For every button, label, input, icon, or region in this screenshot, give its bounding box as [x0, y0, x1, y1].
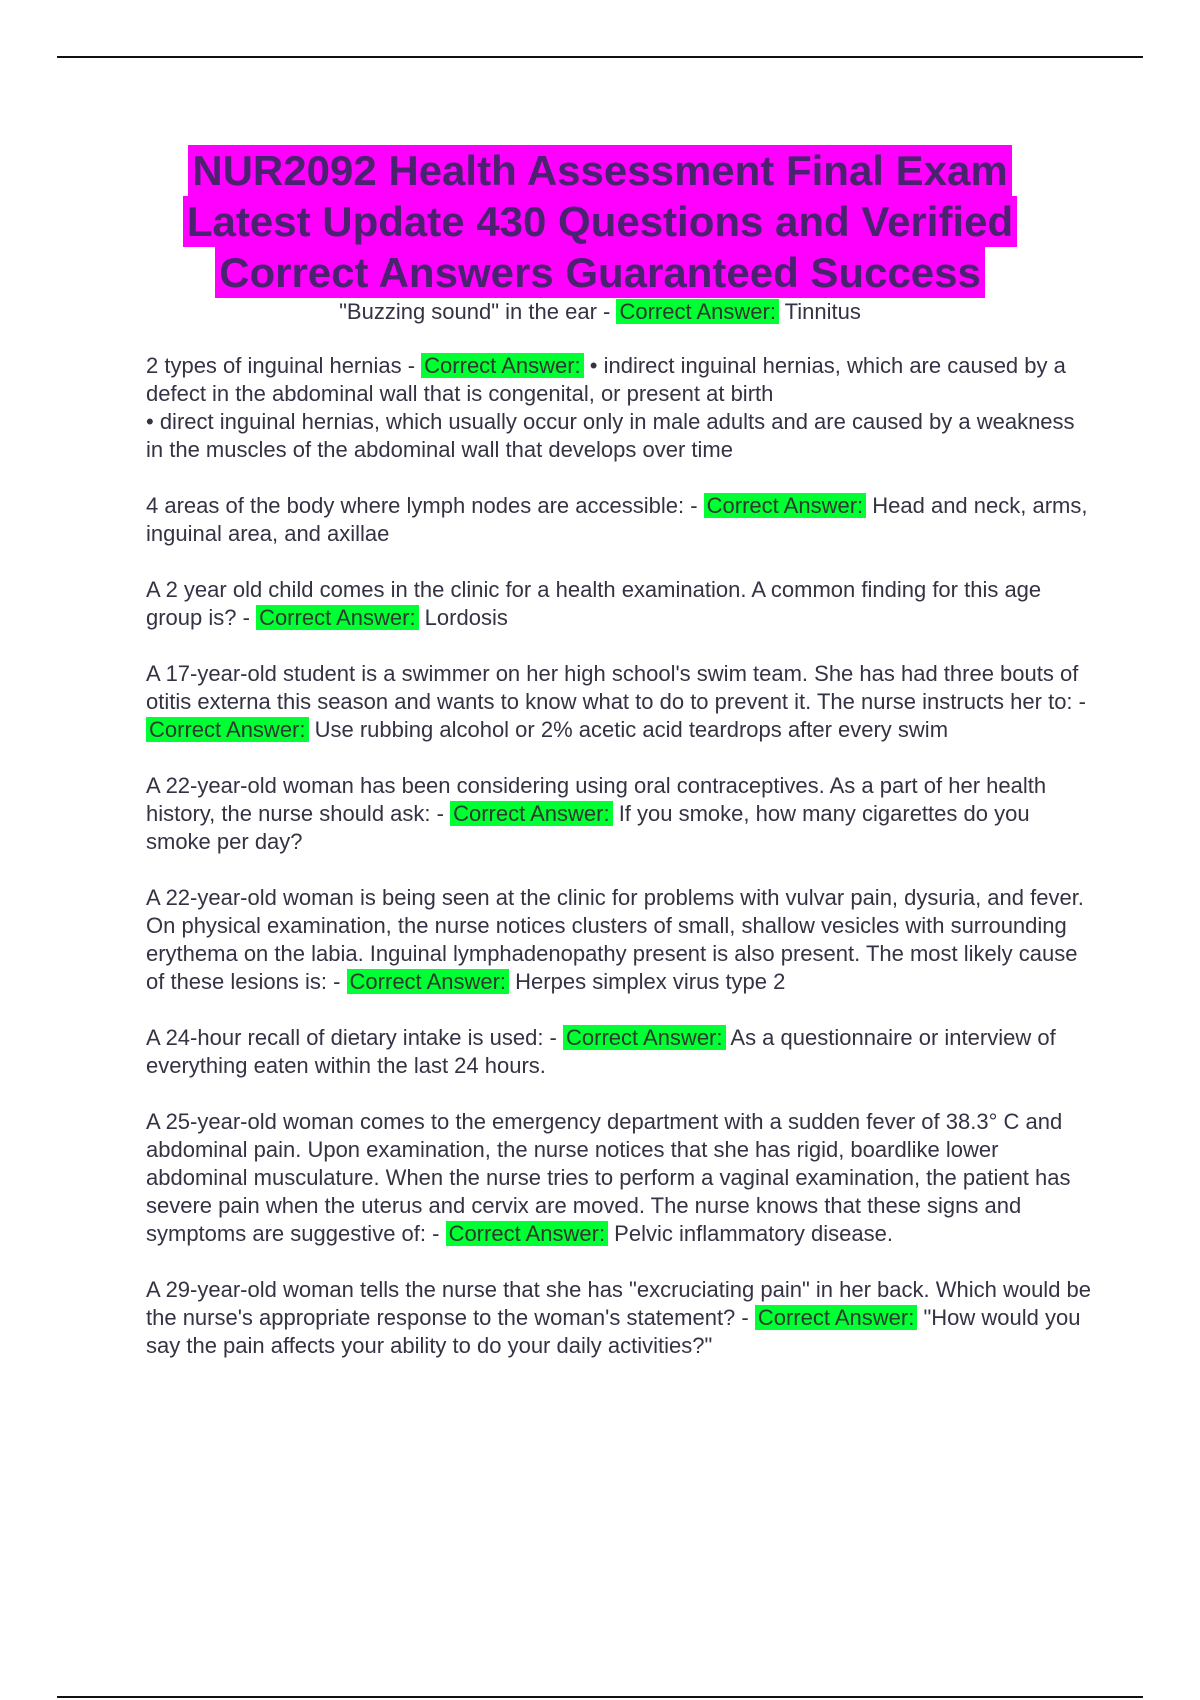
question-text: A 25-year-old woman comes to the emergency department with a sudden fever of 38.3° C and abdominal pain. Upon examination, the nurse notices that she has rigid, boardlike lower abdominal musculature. When the nurse tries to perform a vaginal examination, the patient has severe pain when the uterus and cervix are moved. The nurse knows that these signs and symptoms are suggestive of: -	[146, 1109, 1071, 1246]
qa-item	[146, 772, 1096, 856]
correct-answer-label: Correct Answer:	[347, 969, 510, 994]
correct-answer-label: Correct Answer:	[563, 1025, 726, 1050]
question-text: "Buzzing sound" in the ear -	[339, 299, 617, 324]
correct-answer-label: Correct Answer:	[755, 1305, 918, 1330]
qa-item	[146, 352, 1096, 464]
question-text: 2 types of inguinal hernias -	[146, 353, 422, 378]
title-line-2: Latest Update 430 Questions and Verified	[183, 196, 1017, 247]
answer-text: Pelvic inflammatory disease.	[608, 1221, 893, 1246]
document-title	[100, 145, 1100, 298]
qa-list	[146, 352, 1096, 1388]
answer-text: Use rubbing alcohol or 2% acetic acid teardrops after every swim	[308, 717, 949, 742]
answer-text: • indirect inguinal hernias, which are caused by a defect in the abdominal wall that is congenital, or present at birth • direct inguinal hernias, which usually occur only in male adults and are caused by a weakness in the muscles of the abdominal wall that develops over time	[146, 353, 1075, 462]
correct-answer-label: Correct Answer:	[146, 717, 309, 742]
answer-text: Head and neck, arms, inguinal area, and axillae	[146, 493, 1088, 546]
correct-answer-label: Correct Answer:	[256, 605, 419, 630]
qa-item	[146, 492, 1096, 548]
answer-text: Lordosis	[418, 605, 508, 630]
correct-answer-label: Correct Answer:	[616, 299, 779, 324]
answer-text: "How would you say the pain affects your ability to do your daily activities?"	[146, 1305, 1081, 1358]
qa-item	[146, 576, 1096, 632]
title-line-1: NUR2092 Health Assessment Final Exam	[188, 145, 1011, 196]
bottom-rule	[57, 1696, 1143, 1698]
question-text: 4 areas of the body where lymph nodes are accessible: -	[146, 493, 704, 518]
qa-item	[146, 1108, 1096, 1248]
answer-text: If you smoke, how many cigarettes do you smoke per day?	[146, 801, 1030, 854]
qa-item	[146, 1024, 1096, 1080]
correct-answer-label: Correct Answer:	[450, 801, 613, 826]
answer-text: Herpes simplex virus type 2	[509, 969, 786, 994]
qa-item	[146, 1276, 1096, 1360]
title-line-3: Correct Answers Guaranteed Success	[215, 247, 985, 298]
answer-text: As a questionnaire or interview of everything eaten within the last 24 hours.	[146, 1025, 1056, 1078]
question-text: A 2 year old child comes in the clinic for a health examination. A common finding for this age group is? -	[146, 577, 1042, 630]
correct-answer-label: Correct Answer:	[446, 1221, 609, 1246]
top-rule	[57, 56, 1143, 58]
qa-item	[146, 660, 1096, 744]
question-text: A 22-year-old woman has been considering using oral contraceptives. As a part of her health history, the nurse should ask: -	[146, 773, 1047, 826]
correct-answer-label: Correct Answer:	[704, 493, 867, 518]
qa-item	[146, 884, 1096, 996]
question-text: A 24-hour recall of dietary intake is used: -	[146, 1025, 563, 1050]
answer-text: Tinnitus	[778, 299, 861, 324]
qa-item-first	[100, 298, 1100, 326]
correct-answer-label: Correct Answer:	[421, 353, 584, 378]
question-text: A 22-year-old woman is being seen at the clinic for problems with vulvar pain, dysuria, and fever. On physical examination, the nurse notices clusters of small, shallow vesicles with surrounding erythema on the labia. Inguinal lymphadenopathy present is also present. The most likely cause of these lesions is: -	[146, 885, 1084, 994]
question-text: A 17-year-old student is a swimmer on her high school's swim team. She has had three bouts of otitis externa this season and wants to know what to do to prevent it. The nurse instructs her to: -	[146, 661, 1086, 714]
question-text: A 29-year-old woman tells the nurse that she has "excruciating pain" in her back. Which would be the nurse's appropriate response to the woman's statement? -	[146, 1277, 1092, 1330]
